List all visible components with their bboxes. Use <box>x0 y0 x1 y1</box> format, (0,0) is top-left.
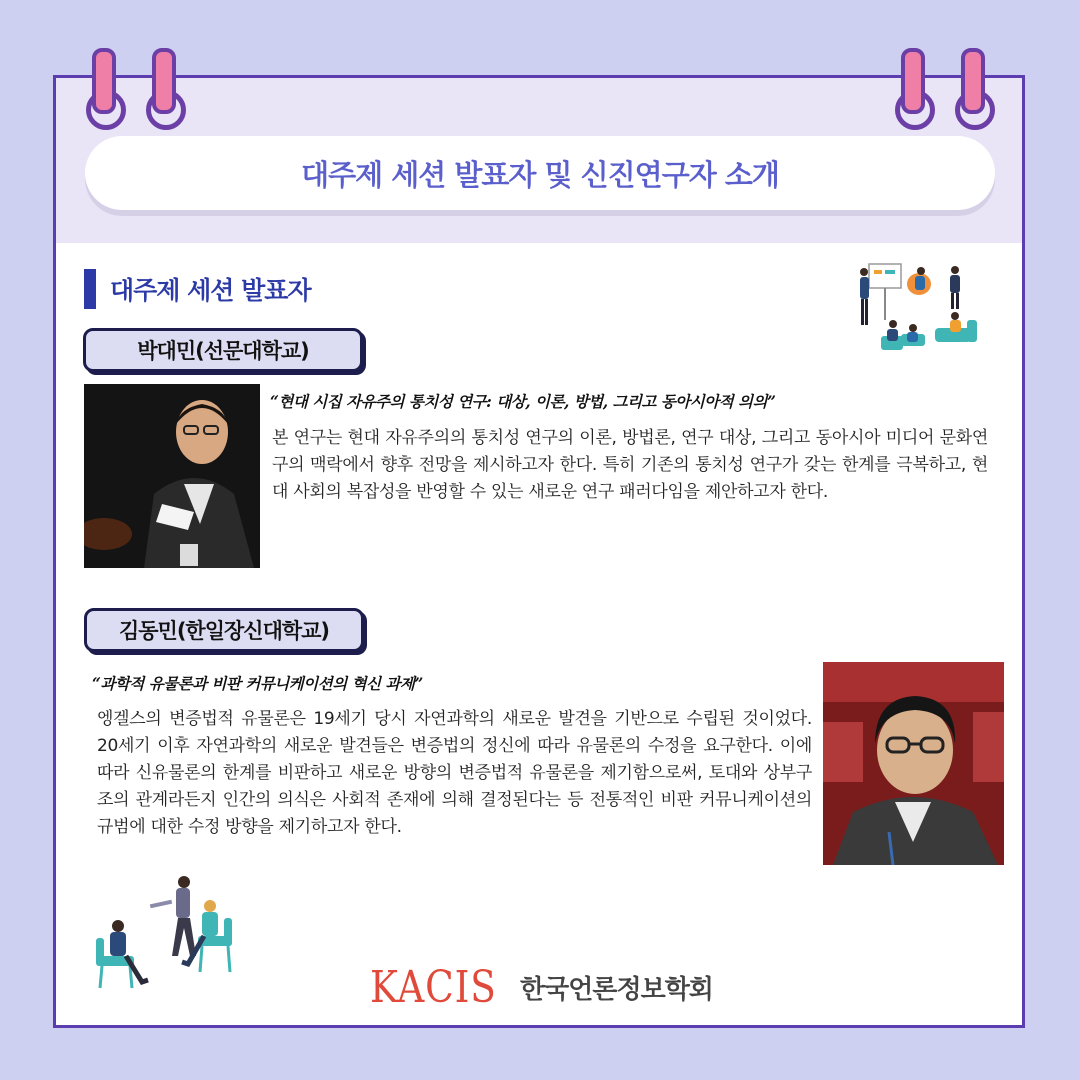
binder-peg-icon <box>92 48 116 114</box>
speaker-photo <box>823 662 1004 865</box>
speaker-abstract: 엥겔스의 변증법적 유물론은 19세기 당시 자연과학의 새로운 발견을 기반으로 수립된 것이었다. 20세기 이후 자연과학의 새로운 발견들은 변증법의 정신에 따라 유물론의 수정을 요구한다. 이에 따라 신유물론의 한계를 비판하고 새로운 방향의 변증법적 유물론을 제기함으로써, 토대와 상부구조의 관계라든지 인간의 의식은 사회적 존재에 의해 결정된다는 등 전통적인 비판 커뮤니케이션의 규범에 대한 수정 방향을 제기하고자 한다. <box>97 709 812 837</box>
binder-peg-icon <box>961 48 985 114</box>
logo-mark: KACIS <box>370 962 497 1013</box>
binder-peg-icon <box>901 48 925 114</box>
society-logo <box>370 962 713 1013</box>
page-title-banner <box>85 136 995 210</box>
speaker-name: 김동민(한일장신대학교) <box>118 619 330 643</box>
speaker-name-badge <box>83 328 363 372</box>
meeting-people-icon <box>92 872 242 1002</box>
section-heading-text: 대주제 세션 발표자 <box>110 276 311 305</box>
logo-text: 한국언론정보학회 <box>520 975 713 1005</box>
presentation-people-icon <box>855 258 995 370</box>
section-heading <box>84 268 311 310</box>
speaker-photo <box>84 384 260 568</box>
speaker-talk-title: “과학적 유물론과 비판 커뮤니케이션의 혁신 과제” <box>92 674 423 693</box>
binder-peg-icon <box>152 48 176 114</box>
page-title: 대주제 세션 발표자 및 신진연구자 소개 <box>301 157 779 192</box>
speaker-abstract: 본 연구는 현대 자유주의의 통치성 연구의 이론, 방법론, 연구 대상, 그리고 동아시아 미디어 문화연구의 맥락에서 향후 전망을 제시하고자 한다. 특히 기존의 통치성 연구가 갖는 한계를 극복하고, 현대 사회의 복잡성을 반영할 수 있는 새로운 연구 패러다임을 제안하고자 한다. <box>272 428 988 502</box>
section-marker <box>84 269 96 309</box>
speaker-talk-title: “현대 시집 자유주의 통치성 연구: 대상, 이론, 방법, 그리고 동아시아적 의의” <box>270 392 776 411</box>
speaker-name: 박대민(선문대학교) <box>137 339 309 363</box>
speaker-name-badge <box>84 608 364 652</box>
